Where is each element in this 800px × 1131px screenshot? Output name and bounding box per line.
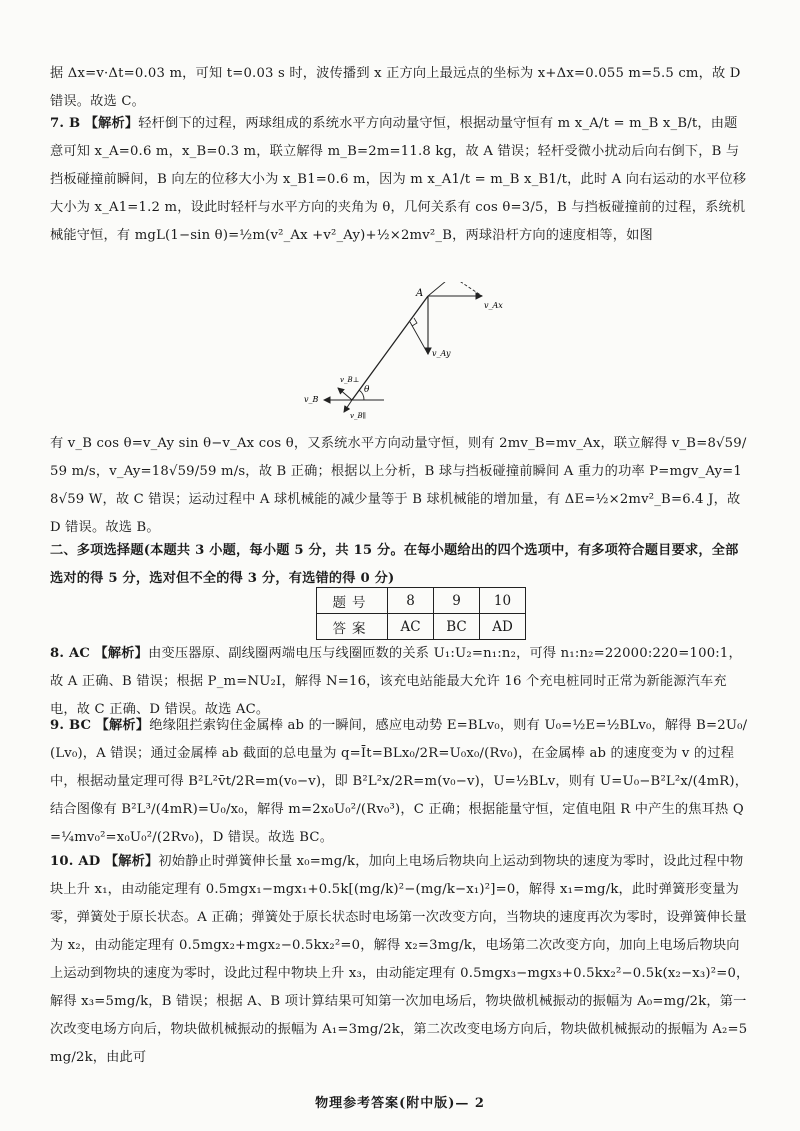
q7-text: 轻杆倒下的过程，两球组成的系统水平方向动量守恒，根据动量守恒有 m x_A/t = m_B x_B/t，由题意可知 x_A=0.6 m，x_B=0.3 m，联立解得 m_B=2m=11.8 kg，故 A 错误；轻杆受微小扰动后向右倒下，B 与挡板碰撞前瞬间，B 向左的位移大小为 x_B1=0.6 m，因为 m x_A1/t = m_B x_B1/t，此时 A 向右运动的水平位移大小为 x_A1=1.2 m，设此时轻杆与水平方向的夹角为 θ，几何关系有 cos θ=3/5，B 与挡板碰撞前的过程，系统机械能守恒，有 mgL(1−sin θ)=½m(v²_Ax +v²_Ay)+½×2mv²_B，两球沿杆方向的速度相等，如图 — [50, 116, 747, 243]
q10-label: 10. AD — [50, 854, 101, 869]
label-vBperp: v_B⊥ — [340, 376, 360, 384]
table-row — [317, 614, 526, 640]
label-vAy: v_Ay — [432, 349, 451, 358]
page-footer: 物理参考答案(附中版)— 2 — [315, 1096, 485, 1111]
paragraph-q10 — [50, 848, 750, 1072]
q10-tag: 【解析】 — [104, 854, 159, 869]
q9-label: 9. BC — [50, 718, 92, 733]
q6-end-text: 据 Δx=v·Δt=0.03 m，可知 t=0.03 s 时，波传播到 x 正方向上最远点的坐标为 x+Δx=0.055 m=5.5 cm，故 D 错误。故选 C。 — [50, 66, 741, 109]
table-cell: 10 — [480, 588, 526, 614]
vB-par-arrow — [344, 400, 352, 412]
paragraph-q7-cont — [50, 430, 750, 542]
table-cell: BC — [434, 614, 480, 640]
label-A: A — [416, 288, 424, 299]
label-theta: θ — [364, 385, 370, 395]
table-cell: 8 — [388, 588, 434, 614]
label-vBpar: v_B∥ — [350, 412, 366, 420]
section-2-text: 二、多项选择题(本题共 3 小题，每小题 5 分，共 15 分。在每小题给出的四个选项中，有多项符合题目要求，全部选对的得 5 分，选对但不全的得 3 分，有选错的得 0 分) — [50, 543, 739, 586]
right-angle-mark-A — [412, 318, 417, 326]
paragraph-q6-end — [50, 60, 750, 116]
q8-label: 8. AC — [50, 646, 91, 661]
q9-tag: 【解析】 — [95, 718, 150, 733]
q10-text: 初始静止时弹簧伸长量 x₀=mg/k，加向上电场后物块向上运动到物块的速度为零时，设此过程中物块上升 x₁，由动能定理有 0.5mgx₁−mgx₁+0.5k[(mg/k)²−(mg/k−x₁)²]=0，解得 x₁=mg/k，此时弹簧形变量为零，弹簧处于原长状态。A 正确；弹簧处于原长状态时电场第一次改变方向，当物块的速度再次为零时，设弹簧伸长量为 x₂，由动能定理有 0.5mgx₂+mgx₂−0.5kx₂²=0，解得 x₂=3mg/k，电场第二次改变方向，加向上电场后物块向上运动到物块的速度为零时，设此过程中物块上升 x₃，由动能定理有 0.5mgx₃−mgx₃+0.5kx₂²−0.5k(x₂−x₃)²=0，解得 x₃=5mg/k，B 错误；根据 A、B 项计算结果可知第一次加电场后，物块做机械振动的振幅为 A₀=mg/2k，第一次改变电场方向后，物块做机械振动的振幅为 A₁=3mg/2k，第二次改变电场方向后，物块做机械振动的振幅为 A₂=5mg/2k，由此可 — [50, 854, 750, 1065]
table-head-answer: 答案 — [317, 614, 388, 640]
table-row — [317, 588, 526, 614]
paragraph-q9 — [50, 712, 750, 852]
table-cell: 9 — [434, 588, 480, 614]
q9-text: 绝缘阻拦索钩住金属棒 ab 的一瞬间，感应电动势 E=BLv₀，则有 U₀=½E=½BLv₀，解得 B=2U₀/(Lv₀)，A 错误；通过金属棒 ab 截面的总电量为 q=Īt=BLx₀/2R=U₀x₀/(Rv₀)，在金属棒 ab 的速度变为 v 的过程中，根据动量定理可得 B²L²v̄t/2R=m(v₀−v)，即 B²L²x/2R=m(v₀−v)，U=½BLv，则有 U=U₀−B²L²x/(4mR)，结合图像有 B²L³/(4mR)=U₀/x₀，解得 m=2x₀U₀²/(Rv₀³)，C 正确；根据能量守恒，定值电阻 R 中产生的焦耳热 Q=¼mv₀²=x₀U₀²/(2Rv₀)，D 错误。故选 BC。 — [50, 718, 749, 845]
q7-label: 7. B — [50, 116, 81, 131]
label-vB: v_B — [304, 395, 319, 404]
section-2-heading — [50, 537, 750, 593]
vAy-projection — [410, 322, 428, 354]
vA-resultant — [452, 282, 482, 296]
q8-tag: 【解析】 — [94, 646, 149, 661]
q8-text: 由变压器原、副线圈两端电压与线圈匝数的关系 U₁:U₂=n₁:n₂，可得 n₁:n₂=22000:220=100:1，故 A 正确、B 错误；根据 P_m=NU₂I，解得 N=16，该充电站能最大允许 16 个充电桩同时正常为新能源汽车充电，故 C 正确、D 错误。故选 AC。 — [50, 646, 742, 717]
vA-rod-perp — [428, 282, 452, 296]
vB-perp-arrow — [338, 388, 352, 400]
q7-tag: 【解析】 — [84, 116, 139, 131]
velocity-diagram — [300, 282, 520, 422]
table-cell: AC — [388, 614, 434, 640]
paragraph-q7 — [50, 110, 750, 250]
label-vAx: v_Ax — [484, 301, 503, 310]
table-head-number: 题号 — [317, 588, 388, 614]
answer-table — [316, 587, 526, 640]
table-cell: AD — [480, 614, 526, 640]
q7-text2: 有 v_B cos θ=v_Ay sin θ−v_Ax cos θ，又系统水平方向动量守恒，则有 2mv_B=mv_Ax，联立解得 v_B=8√59/59 m/s，v_Ay=18√59/59 m/s，故 B 正确；根据以上分析，B 球与挡板碰撞前瞬间 A 重力的功率 P=mgv_Ay=18√59 W，故 C 错误；运动过程中 A 球机械能的减少量等于 B 球机械能的增加量，有 ΔE=½×2mv²_B=6.4 J，故 D 错误。故选 B。 — [50, 436, 747, 535]
